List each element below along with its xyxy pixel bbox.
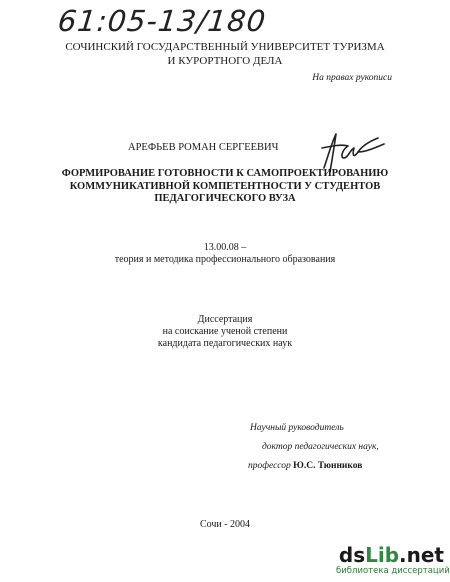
handwritten-registration-number: 61:05-13/180 — [56, 4, 268, 38]
supervisor-name: Ю.С. Тюнников — [293, 461, 363, 471]
supervisor-line — [248, 457, 379, 476]
supervisor-role: Научный руководитель — [250, 423, 344, 433]
degree-line-3: кандидата педагогических наук — [157, 338, 293, 349]
logo-subtitle: библиотека диссертаций — [336, 566, 450, 576]
degree-line-2: на соискание ученой степени — [162, 326, 288, 337]
dissertation-title: ФОРМИРОВАНИЕ ГОТОВНОСТИ К САМОПРОЕКТИРОВАНИЮ КОММУНИКАТИВНОЙ КОМПЕТЕНТНОСТИ У СТУДЕНТОВ ПЕДАГОГИЧЕСКОГО ВУЗА — [61, 168, 389, 204]
university-name: СОЧИНСКИЙ ГОСУДАРСТВЕННЫЙ УНИВЕРСИТЕТ ТУРИЗМА И КУРОРТНОГО ДЕЛА — [65, 41, 385, 67]
degree-line-1: Диссертация — [197, 314, 253, 325]
author-name: АРЕФЬЕВ РОМАН СЕРГЕЕВИЧ — [128, 142, 279, 153]
specialty-code: 13.00.08 – — [203, 242, 247, 253]
supervisor-block — [248, 419, 379, 476]
degree-statement — [60, 314, 390, 350]
specialty — [40, 242, 410, 266]
supervisor-degree: доктор педагогических наук, — [262, 442, 379, 452]
dslib-logo — [336, 543, 450, 578]
logo-brand — [336, 544, 444, 566]
logo-brand-text: dsLib.net — [338, 543, 444, 567]
specialty-name: теория и методика профессионального образования — [114, 254, 336, 265]
city-year: Сочи - 2004 — [199, 519, 251, 530]
supervisor-title: профессор — [248, 461, 291, 471]
rights-note: На правах рукописи — [312, 73, 392, 83]
logo-brand-accent: Lib — [365, 543, 400, 567]
